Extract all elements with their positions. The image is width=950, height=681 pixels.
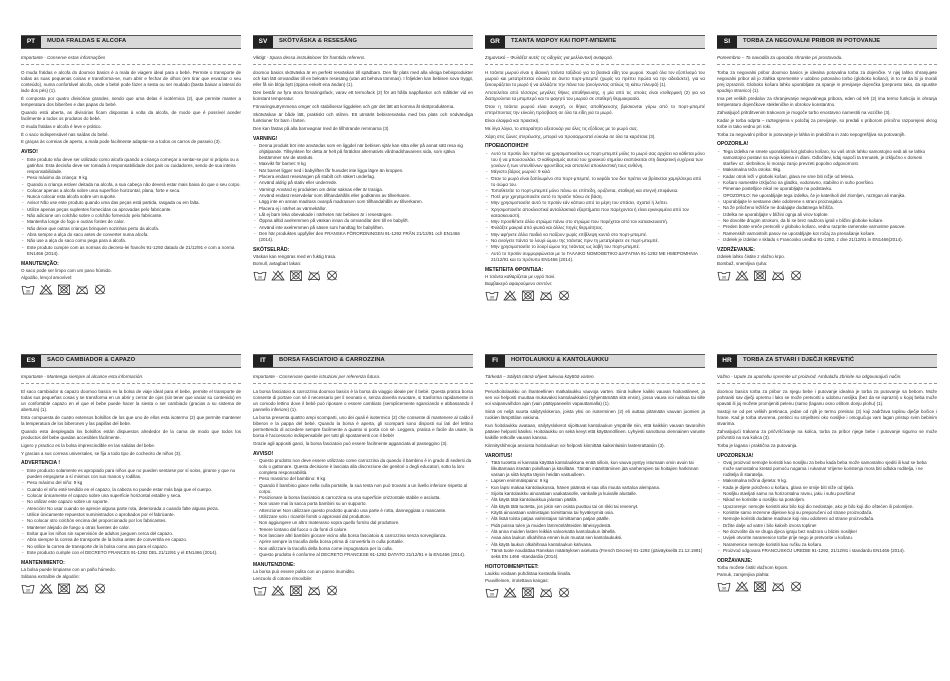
- intro-paragraph: O muda fraldas e alcofa é leve e prático.: [21, 123, 102, 129]
- intro-paragraph: Kun hoitolaukku avataan, säilytyslokerot sijoittuvat kantolaukun ympärille niin, että kaikkiin vauvan tavaroihin pääsee helposti käsiksi. Hoitolaukku on sekä kevyt että käytännöllinen. Lyhyesti sanottuna olennainen varuste kaikille retkoille vauvan kanssa.: [485, 422, 705, 440]
- section-es: [21, 354, 241, 672]
- warning-item: - Non aggiungere un altro materasso sopra quello fornito dal produttore.: [253, 520, 473, 526]
- intro-paragraph: Den består av fyra stora förvaringsfack, varav ett termofack (2) för att hålla nappflaskor och måltider vid en konstant temperatur.: [253, 89, 473, 101]
- warning-item: - Utilice únicamente repuestos suministrados o aprobados por el fabricante.: [21, 512, 241, 518]
- warning-item: - Låt ej barn leka obevakade i närheten när bebisen är i resesängen.: [253, 212, 473, 218]
- wash-30-icon: [253, 270, 267, 281]
- warning-item: - Öppna alltid axelremmen på väskan innan du omvandlar den till en babylift.: [253, 218, 473, 224]
- section-pt: [21, 35, 241, 342]
- section-fi: [485, 354, 705, 672]
- warning-item: - Tenere lontano dal fuoco o da fonti di calore.: [253, 527, 473, 533]
- warning-item: - Μην χρησιμοποιείτε το λουρί ώμου της τσάντας ως λαβή του πορτ-μπεμπέ.: [485, 244, 705, 250]
- intro-paragraph: Sastoji se od pet velikih pretinaca, jedan od njih je termo pretinac (2) koji zadržava toplinu dječje bočice i hrane. Kad je torba otvorena, pretinci su smješteni oko nosiljke i omogućuju vam lagan pristup svim bebinim stvarima.: [717, 408, 937, 426]
- warnings-heading: ADVERTENCIA !: [21, 460, 60, 467]
- intro-paragraph: Ligero y practico es la bolsa imprescindible en las salidas del bebe.: [21, 442, 156, 448]
- maintenance-line: Lenzuolo di cotone rimovibile:: [253, 575, 313, 581]
- intro-paragraph: Zahvaljujući trakama za pričvršćivanje na kolica, torba za pribor njege bebe i putovanje sigurno se može pričvrstiti na sva kolica (3).: [717, 428, 937, 440]
- language-code: SV: [253, 36, 273, 48]
- intro-paragraph: Αποτελείται από τέσσερις μεγάλες θήκες αποθήκευσης, η μία από τις οποίες είναι ισοθερμική (2) για να διατηρούνται τα μπιμπερό και το φαγητό του μωρού σε σταθερή θερμοκρασία.: [485, 89, 705, 101]
- no-iron-icon: [307, 585, 321, 596]
- language-code: PT: [21, 36, 41, 48]
- section-title: ΤΣΑΝΤΑ ΜΩΡΟΥ ΚΑΙ ΠΟΡΤ-ΜΠΕΜΠΕ: [511, 38, 617, 45]
- warning-item: - Uvijek otvorite naramenice torbe prije nego je pretvorite u košaru.: [717, 535, 937, 541]
- warnings-heading: VAROITUS!: [485, 452, 513, 459]
- warning-item: - Upozorenje: nemojte koristiti ako bilo koji dio nedostaje, ako je bilo koji dio oštećen ili polomljen.: [717, 504, 937, 510]
- maintenance-line: Puuvilleinen, irrotettava kangas:: [485, 577, 549, 583]
- intro-paragraph: O muda fraldas e alcofa do doomoo basics é a mala de viagem ideal para o bebé. Permite o transporte de todas as suas pequenas coisas e transforma-se, num abrir e fechar de olhos (em tirar que esvaziar o seu conteúdo), numa confortável alcofa, onde o bebé pode fazer a sesta ou ser mudado (basta baixar a lateral do lado dos pés) (1).: [21, 70, 241, 93]
- section-sv: [253, 35, 473, 342]
- divider: [717, 383, 937, 384]
- warning-item: - Držite dalje od vatre i bilo kakvih izvora topline!: [717, 523, 937, 529]
- maintenance-line: Torbu možete čistiti vlažnom krpom.: [717, 565, 789, 571]
- warnings-heading: AVVISO!: [253, 450, 274, 457]
- no-tumble-dry-icon: [753, 581, 767, 592]
- intro-paragraph: Den kan fästas på alla barnvagnar med de tillhörande remmarna (3): [253, 125, 389, 131]
- no-iron-icon: [75, 284, 89, 295]
- maintenance-line: Laukku voidaan puhdistaa kostealla liinalla.: [485, 571, 572, 577]
- intro-paragraph: Ima pet velikih predalov za shranjevanje negovalnega pribora, eden od teh (2) ima termo funkcijo in ohranja temperaturo dojenčkove stekleničke in obrokov konstantno.: [717, 95, 937, 107]
- language-code: IT: [253, 355, 273, 367]
- warning-item: - Avaa aina laukun olkahihna ennen kuin muutat sen kantolaukuksi.: [485, 535, 705, 541]
- wash-30-icon: [485, 587, 499, 598]
- no-bleach-icon: [271, 270, 285, 281]
- no-dry-clean-icon: [789, 581, 803, 592]
- divider: [485, 64, 705, 65]
- section-header: [485, 35, 705, 49]
- warning-item: - När barnet ligger ned i babyliften får huvudet inte ligga lägre än kroppen.: [253, 168, 473, 174]
- warning-item: - Maksimalna teža otroka: 9kg.: [717, 167, 937, 173]
- maintenance-line: Βαμβακερό αφαιρούμενο σεντόνι:: [485, 280, 553, 286]
- no-tumble-dry-icon: [521, 587, 535, 598]
- section-header: [717, 35, 937, 49]
- wash-30-icon: [717, 270, 731, 281]
- warnings-heading: ΠΡΟΕΙΔΟΠΟΙΗΣΗ!: [485, 143, 529, 150]
- maintenance-line: Bomull, avtagbart lakan:: [253, 260, 302, 266]
- important-note: Σημαντικό – Φυλάξτε αυτές τις οδηγίες για μελλοντική αναφορά.: [485, 55, 614, 60]
- no-dry-clean-icon: [557, 587, 571, 598]
- warning-item: - Este producto solamente es apropiado para niños que no pueden sentarse por sí solos, girarse y que no pueden empujarse a sí mismos con sus manos y rodillas.: [21, 468, 241, 480]
- warning-item: - Colocar únicamente el capazo sobre una superficie horizontal estable y seca.: [21, 493, 241, 499]
- no-tumble-dry-icon: [753, 270, 767, 281]
- warning-item: - Quando il bambino giace nella culla portatile, la sua testa non può trovarsi a un livello inferiore rispetto al corpo.: [253, 483, 473, 495]
- no-bleach-icon: [735, 581, 749, 592]
- warning-item: - Este produto cumpre com as normas do decreto-lei francês 91-1292 datado de 21/12/91 e com a norma EN1466 (2014).: [21, 245, 241, 257]
- section-header: [485, 354, 705, 368]
- warning-item: - Maksimalna težina djeteta: 9 kg.: [717, 478, 937, 484]
- maintenance-heading: MANTENIMIENTO:: [21, 559, 65, 566]
- warning-item: - Nemojte koristiti dodatne madrace koji nisu odobreni od strane proizvođača.: [717, 516, 937, 522]
- warning-item: - Να ανοίγετε πάντα το λουρί ώμου της τσάντας πριν τη μετατρέψετε σε πορτ-μπεμπέ.: [485, 238, 705, 244]
- warning-item: - Não use a alça do saco como pega para a alcofa.: [21, 238, 241, 244]
- warning-item: - Älä käytä tätä tuotetta, jos jokin sen osista puuttuu tai on rikki tai revennyt.: [485, 504, 705, 510]
- no-bleach-icon: [271, 585, 285, 596]
- intro-paragraph: Η τσάντα μωρού είναι η ιδανική τσάντα ταξιδιού για τα βασικά είδη του μωρού. Χωρά όλα τον εξοπλισμό του μωρού και μετατρέπεται εύκολα σε άνετο πορτ-μπεμπέ (χωρίς να πρέπει πρώτα να την αδειάσετε), για να ξεκουράζεται το μωρό ή να αλλάζετε την πάνα του (ανοίγοντας απλώς τη κάτω πλευρά) (1).: [485, 70, 705, 87]
- warning-item: - Evitar que los niños sin supervisión de adultos jueguen cerca del capazo.: [21, 531, 241, 537]
- care-icons: [717, 581, 937, 592]
- maintenance-line: Sábana extraíble de algodón:: [21, 573, 80, 579]
- intro-paragraph: Förvaringsutrymmena omger och stabiliserar liggdelen och gör det lätt att komma åt skötprodukterna.: [253, 103, 455, 109]
- warning-item: - Αυτό το προϊόν συμμορφώνεται με το ΓΑΛΛΙΚΟ ΝΟΜΟΘΕΤΙΚΟ ΔΙΑΤΑΓΜΑ 91-1292 ΜΕ ΗΜΕΡΟΜΗΝΙΑ 21/12/91 και το πρότυπο EN1466 (2014).: [485, 251, 705, 263]
- warnings-list: [253, 458, 473, 558]
- section-hr: [717, 354, 937, 672]
- no-dry-clean-icon: [93, 583, 107, 594]
- warning-item: - Använd inte axelremmen på säsen som handtag för babyliften.: [253, 225, 473, 231]
- warning-item: - Quando a criança estiver deitada na alcofa, a sua cabeça não deverá estar mais baixa do que o seu corpo.: [21, 182, 241, 188]
- warnings-list: [717, 460, 937, 554]
- instruction-sheet: [21, 35, 937, 675]
- warning-item: - Μην προσθέτετε άλλο στρώμα πάνω στο στρώμα που παρέχεται από τον κατασκευαστή.: [485, 219, 705, 225]
- warning-item: - Tämä tuote noudattaa Ranskan määräyksen asetusta (French Decree) 91-1292 (päiväyksellä 21.12.1991) sekä EN 1466 -standardia (2014).: [485, 548, 705, 560]
- language-code: HR: [717, 355, 737, 367]
- warning-item: - Ramenskih varnostnih pasov ne uporabljajte kot ročaj za prenašanje košare.: [717, 231, 937, 237]
- warning-item: - Όταν το μωρό είναι ξαπλωμένο στο πορτ-μπεμπέ, το κεφάλι του δεν πρέπει να βρίσκεται χαμηλότερα από το σώμα του.: [485, 176, 705, 188]
- warning-item: - Nosiljku stavljati samo na horizontalnu ravnu, jaku i suhu površinu!: [717, 491, 937, 497]
- warning-item: - Peso massimo del bambino: 9 kg: [253, 476, 473, 482]
- warning-item: - Ovaj proizvod nemojte koristiti kao nosiljku za bebu kada beba može samostalno sjediti ili kad se beba može samostalno kretati pomoću nogama i rukama! Vrijeme koristenja mora biti odluka roditelja, i ne roditelja ili staratelja.: [717, 460, 937, 478]
- no-dry-clean-icon: [325, 585, 339, 596]
- warning-item: - Peso máximo del niño: 9 kg: [21, 480, 241, 486]
- wash-temperature: 30: [25, 288, 31, 294]
- no-dry-clean-icon: [93, 284, 107, 295]
- section-title: SACO CAMBIADOR & CAPAZO: [47, 357, 136, 364]
- warning-item: - Placera endast resesängen på stabilt och säkert underlag.: [253, 174, 473, 180]
- warning-item: - Ποτέ μην χρησιμοποιείτε αυτό το προϊόν πάνω σε βάση.: [485, 194, 705, 200]
- warning-item: - Questo prodotto non deve essere utilizzato come carrozzina da quando il bambino è in grado di sedersi da solo o gattonare. Questa decisione è lasciata alla discrezione dei genitori o degli educatori, sotto la loro completa responsabilità.: [253, 458, 473, 476]
- warning-item: - No utilice la correa de transporte de la bolsa como asa para el capazo.: [21, 544, 241, 550]
- warnings-list: [485, 151, 705, 263]
- section-title: TORBA ZA NEGOVALNI PRIBOR IN POTOVANJE: [743, 38, 881, 45]
- warnings-heading: AVISO!: [21, 149, 38, 156]
- care-icons: [485, 290, 705, 301]
- important-note: Važno - Upute za upotrebu spremite uz proizvod. Ambalažu zbrinite na odgovarajući način.: [717, 374, 902, 379]
- warning-item: - Älä käytä laukun olkahihnaa kantolaukun kahvana.: [485, 542, 705, 548]
- section-gr: [485, 35, 705, 342]
- divider: [717, 64, 937, 65]
- no-dry-clean-icon: [557, 290, 571, 301]
- warning-item: - Utilize apenas peças suplentes fornecidas ou aprovadas pelo fabricante.: [21, 207, 241, 213]
- intro-paragraph: Siinä on neljä suurta säilytyslokeroa, joista yksi on isoterminen (2) eli auttaa pitämään vauvan juomien ja ruokien lämpötilan vakiona.: [485, 408, 705, 420]
- intro-paragraph: La borsa presenta quattro ampi scomparti, uno dei quali è isotermico (2) che consente di mantenere al caldo il biberon e la pappa del bebè. Quando la borsa è aperta, gli scomparti sono disposti sui lati del lettino permettendo di accedere sempre facilmente a quanto si porta con sé. Leggera, pratica e facile da usare, la borsa è l'accessorio indispensabile per tutti gli spostamenti con il bebè!: [253, 414, 473, 438]
- warning-item: - Kadar otrok leži v globoki košari, glava ne sme biti nižje od telesa.: [717, 174, 937, 180]
- warning-item: - Cuando el niño esté tendido en el capazo, la cabeza no puede estar más baja que el cuerpo.: [21, 487, 241, 493]
- warning-item: - Τοποθετείτε το πορτ-μπεμπέ μόνο πάνω σε επίπεδη, οριζόντια, σταθερή και στεγνή επιφάνεια.: [485, 188, 705, 194]
- no-iron-icon: [539, 587, 553, 598]
- warning-item: - Pidä poissa tulen ja muiden lämmönlähteiden läheisyydestä.: [485, 523, 705, 529]
- intro-paragraph: doomoo basics torba za pribor za njegu bebe i putovanje idealna je torba za putovanje sa bebom. Može pohraniti sav dječji opremu i lako se može pretvoriti u udobnu nosiljku (bez da se isprazni) u kojoj beba može spavati ili joj možete promijeniti pelenu (samo (laganu osno otiltom donju plohu) (1).: [717, 389, 937, 406]
- no-bleach-icon: [39, 583, 53, 594]
- warning-item: - Varning! Använd ej produkten om delar saknas eller är trasiga.: [253, 187, 473, 193]
- warning-item: - Uporabljajte le sestavne dele odobrene s strani proizvajalca.: [717, 199, 937, 205]
- warning-item: - Sijoita kantolaukku ainoastaan vaakatasolle, vankalle ja kuivalle alustalle.: [485, 491, 705, 497]
- maintenance-heading: ΜΕΤΕΠΕΙΤΑ ΦΡΟΝΤΙΔΑ:: [485, 266, 544, 273]
- warning-item: - Non usare mai la sacca porta bambini su un supporto.: [253, 501, 473, 507]
- section-header: [253, 35, 473, 49]
- warning-item: - Posizionare la borsa fasciatoio & carrozzina su una superficie orizzontale stabile e asciutta.: [253, 495, 473, 501]
- warning-item: - Košaro namestite izključno na gladko, vodoravno, stabilno in suho površino.: [717, 180, 937, 186]
- maintenance-heading: HOITOTOIMENPITEET:: [485, 563, 539, 570]
- no-iron-icon: [307, 270, 321, 281]
- warnings-list: [21, 157, 241, 257]
- warning-item: - Non lasciare altri bambini giocare vicino alla borsa fasciatoio & carrozzina senza sorveglianza.: [253, 533, 473, 539]
- care-icons: [21, 583, 241, 594]
- warning-item: - Naramenice nemojte koristiti kao ručku za košaru.: [717, 542, 937, 548]
- warning-item: - Tega izdelka ne smete uporabljati kot globoko košaro, ko vaš otrok lahko samostojno sedi ali se lahko samostojno postavi na svoja kolena in dlani. Odločitev, kdaj napoči ta trenutek, je izključno v domeni staršev oz. skrbnikov, ki morajo zanjo prevzeti popolno odgovornost.: [717, 149, 937, 167]
- intro-paragraph: Torba je lagana i praktična za putovanja.: [717, 442, 798, 448]
- warning-item: - Älä anna muiden lasten leikkiä valvomatta kantolaukun lähellä.: [485, 529, 705, 535]
- no-dry-clean-icon: [789, 270, 803, 281]
- intro-paragraph: Torba za negovalni pribor in potovanje je lahka in praktična in zato nepogrešljiva na potovanjih.: [717, 131, 906, 137]
- warning-item: - Atención! No usar cuando se aprecie alguna parte rota, deteriorada o cuando falte alguna pieza.: [21, 506, 241, 512]
- care-icons: [485, 587, 705, 598]
- intro-paragraph: Esta compuesta de cuatro extensos bolsillos de los que uno de ellos esta isotermo (2) que permite mantener la temperatura de los biberones y las papillas del bebe.: [21, 414, 241, 426]
- important-note: Importante - Conserve estas informações: [21, 55, 106, 60]
- intro-paragraph: Skötväskan är både lätt, praktiskt och stilren. Ett utmärkt bebisresväska med bra plats och nödvändiga funktioner för barn i farten.: [253, 111, 473, 123]
- no-iron-icon: [539, 290, 553, 301]
- divider: [253, 383, 473, 384]
- warning-item: - Proizvod odgovara FRANCUSKOJ UREDBI 91-1292, 21/12/91 i standardu EN1466 (2014).: [717, 548, 937, 554]
- maintenance-heading: MANUTENZIONE:: [253, 561, 295, 568]
- warning-item: - Αυτό το προϊόν δεν πρέπει να χρησιμοποιείται ως πορτ-μπεμπέ μόλις το μωρό σας αρχίσει να κάθεται μόνο του ή να μπουσουλάει. Ο καθορισμός αυτού του χρονικού σημείου εναπόκειται στη διακριτική ευχέρεια των γονέων ή των υπευθύνων φροντίδας και αποτελεί αποκλειστική τους ευθύνη.: [485, 151, 705, 169]
- warning-item: - Denna produkt bör inte användas som en liggdel när bebisen själv kan sitta eller på annat sätt resa sig ohjälpande. Tillsynkten för detta är helt på föräldrar alternativts vårdnadshavarens sida, som själva bestämmer när de utesluts.: [253, 143, 473, 161]
- intro-paragraph: Torba za negovalni pribor doomoo basics je idealna potovalna torba za dojenčke. V njej lahko shranjujete negovalni pribor ali jo zlahka spremenite v udobno potovalno torbo (globoko košaro), in to ne da bi jo morali prej izprazniti. Globoko košaro lahko uporabljate za spanje in previjanje dojenčka (preprosto tako, da spustite spodnjo stranico) (1).: [717, 70, 937, 93]
- wash-temperature: 30: [257, 274, 263, 280]
- warning-item: - Questo prodotto è conforme al DECRETO FRANCESE 91-1292 DATATO 21/12/91 e la EN1466 (2014).: [253, 552, 473, 558]
- no-iron-icon: [771, 270, 785, 281]
- warning-item: - Este producto cumple con el DECRETO FRANCES 91-1292 DEL 21/12/91 y el EN1466 (2014).: [21, 550, 241, 556]
- maintenance-line: Izdelek lahko čistite z vlažno krpo.: [717, 254, 786, 260]
- no-iron-icon: [75, 583, 89, 594]
- wash-temperature: 30: [25, 587, 31, 593]
- section-title: MUDA FRALDAS E ALCOFA: [47, 38, 127, 45]
- intro-paragraph: Perushoitolaukku on ihanteellinen matkalaukku vauvoja varten. Siinä kulkee kaikki vauvan hoitovälineet, ja sen voi helposti muuttaa mukavaksi kantolaukkuksi (tyhjentämättä sitä ensin), jossa vauva voi nukkua tai sille voi vaipanvaihdon ajan (vain päätypaneelin vapauttamalla) (1).: [485, 389, 705, 406]
- maintenance-line: La bolsa puede limpiarse con un paño húmedo.: [21, 567, 116, 573]
- warning-item: - Abra siempre la correa de transporte de la bolsa antes de convertirla en capazo.: [21, 537, 241, 543]
- warning-item: - Använd endast reservdelar som tillhandahålls eller godkänns av tillverkaren.: [253, 193, 473, 199]
- warning-item: - No utilizar este capazo sobre un soporte.: [21, 499, 241, 505]
- divider: [21, 64, 241, 65]
- section-header: [21, 35, 241, 49]
- warning-item: - Abra sempre a alça do saco antes de converter numa alcofa.: [21, 232, 241, 238]
- warning-item: - Placera ej i närhet av värmekällor.: [253, 206, 473, 212]
- warnings-list: [21, 468, 241, 556]
- section-si: [717, 35, 937, 342]
- wash-30-icon: [717, 581, 731, 592]
- intro-paragraph: Είναι ελαφριά και πρακτική.: [485, 117, 540, 123]
- warning-item: - Izdelka ne uporabljajte v bližini ognja ali virov toplote.: [717, 212, 937, 218]
- wash-30-icon: [253, 585, 267, 596]
- intro-paragraph: Με λίγα λόγια, το απαραίτητο αξεσουάρ για όλες τις εξόδους με το μωρό σας.: [485, 125, 638, 131]
- warning-item: - Nunca colocar esta alcofa sobre um suporte.: [21, 194, 241, 200]
- important-note: Importante - Conservare queste istruzioni per referenza futura.: [253, 374, 381, 379]
- warning-item: - Lägg inte en annan madrass ovanpå madrassen som tillhandahålls av tillverkaren.: [253, 199, 473, 205]
- divider: [21, 383, 241, 384]
- intro-paragraph: Quando esta desplegada los bolsillos están dispuestos alrededor de la cama de modo que todos los productos del bebe quedan accesibles fácilmente.: [21, 428, 241, 440]
- language-code: ES: [21, 355, 41, 367]
- section-title: SKÖTVÄSKA & RESESÄNG: [279, 38, 358, 45]
- warning-item: - Μην χρησιμοποιείτε αυτό το προϊόν εάν κάποιο από τα μέρη του σπάσει, σχιστεί ή λείπει.: [485, 200, 705, 206]
- no-bleach-icon: [39, 284, 53, 295]
- no-tumble-dry-icon: [289, 585, 303, 596]
- intro-paragraph: El saco cambiador & capazo doomoo basics es la bolsa de viaje ideal para el bebe, permite el transporte de todas sus pequeñas cosas y se transforma en un abrir y cerrar de ojos (sin tener que vaciar su contenido) en un confortable capazo en el que el bebe puede hacer la siesta o ser cambiado (gracias a su sistema de abertura) (1).: [21, 389, 241, 412]
- warning-item: - Attenzione! Non utilizzare questo prodotto quando una parte è rotta, danneggiata o mancante.: [253, 508, 473, 514]
- wash-temperature: 30: [489, 591, 495, 597]
- warning-item: - Älä lisää toista patjaa valmistajan toimittaman patjan päälle.: [485, 516, 705, 522]
- section-header: [253, 354, 473, 368]
- warning-item: - Peso máximo da criança: 9 kg: [21, 175, 241, 181]
- language-code: GR: [485, 36, 505, 48]
- no-bleach-icon: [503, 587, 517, 598]
- warning-item: - Använd aldrig på stativ eller underrede.: [253, 180, 473, 186]
- warnings-heading: VARNING!: [253, 135, 278, 142]
- warning-item: - Preden boste vreče pretvorili v globoko košaro, vedno razprite ramenske varnostne pasove.: [717, 224, 937, 230]
- maintenance-heading: MANUTENÇÃO:: [21, 260, 59, 267]
- care-icons: [253, 585, 473, 596]
- warning-item: - Älä käytä tätä kantolaukkua jalustan päällä.: [485, 497, 705, 503]
- warning-item: - OPOZORILO: Ne uporabljajte tega izdelka, če je katerikoli del zlomljen, raztrgan ali manjka.: [717, 193, 937, 199]
- intro-paragraph: Όταν η τσάντα μωρού είναι ανοιχτή, οι θήκες αποθήκευσης βρίσκονται γύρω από το πορτ-μπεμπέ επιτρέποντας την εύκολη πρόσβαση σε όλα τα είδη για το μωρό.: [485, 103, 705, 115]
- warning-item: - Pimenae postelljice nikol ne uporabljajte na podstavku.: [717, 186, 937, 192]
- warning-item: - Μην αφήνετε άλλα παιδιά να παίζουν χωρίς επίβλεψη κοντά στο πορτ-μπεμπέ.: [485, 232, 705, 238]
- warning-item: - Mantenha longe do fogo e outras fontes de calor.: [21, 219, 241, 225]
- wash-30-icon: [21, 583, 35, 594]
- warnings-list: [485, 460, 705, 560]
- warning-item: - Koristite samo rezervne dijelove koji su preporučeni od strane proizvođača.: [717, 510, 937, 516]
- no-bleach-icon: [735, 270, 749, 281]
- intro-paragraph: E graças às correias de aperto, a mala pode facilmente adaptar-se a todos os carros de passeio (3).: [21, 139, 221, 145]
- no-tumble-dry-icon: [289, 270, 303, 281]
- intro-paragraph: Quando está aberta, as divisórias ficam dispostas à volta da alcofa, de modo que é possível aceder facilmente a todos os produtos do bebé.: [21, 109, 241, 121]
- divider: [253, 64, 473, 65]
- maintenance-line: La borsa può essere pulita con un panno inumidito.: [253, 569, 356, 575]
- section-header: [21, 354, 241, 368]
- warning-item: - Den här produkten uppfyller den FRANSKA FÖRORDNINGEN 91-1292 FRÅN 21/12/91 och EN1466 (2014).: [253, 231, 473, 243]
- wash-30-icon: [485, 290, 499, 301]
- intro-paragraph: É o saco indispensável nas saídas do bebé.: [21, 131, 109, 137]
- divider: [485, 383, 705, 384]
- warning-item: - Não adicione um colchão sobre o colchão fornecido pelo fabricante.: [21, 213, 241, 219]
- wash-temperature: 30: [489, 293, 495, 299]
- important-note: Importante - Mantenga siempre al alcance esta información.: [21, 374, 144, 379]
- section-title: TORBA ZA STVARI I DJEČJI KREVETIĆ: [743, 357, 855, 364]
- warnings-heading: UPOZORENJA!: [717, 452, 754, 459]
- warning-item: - Kada je dijete položeno u košaru, glava ne smije biti niže od tijela.: [717, 485, 937, 491]
- important-note: Pomembno – Ta navodila za uporabo shranite pri prostovodu.: [717, 55, 843, 60]
- warning-item: - Nikad ne koristite u nosiljku sa postoljem.: [717, 497, 937, 503]
- intro-paragraph: doomoo basics skötväska är en perfekt resväskan till spädbarn. Den får plats med alla viktiga bebisprodukter och kan lätt omvandlas till en bekväm resesäng (utan att behöva tömmas). I följelden kan bebisen sova tryggt, eller få sin blöja bytt (öppna enkelt ena ändan) (1).: [253, 70, 473, 87]
- warnings-list: [717, 149, 937, 243]
- warning-item: - Aviso! Não use este produto quando uma das peças está partida, rasgada ou em falta.: [21, 200, 241, 206]
- maintenance-heading: ODRŽAVANJE:: [717, 557, 753, 564]
- section-it: [253, 354, 473, 672]
- intro-paragraph: Kiinnityshihnoja ansiosta hoitolaukun voi helposti kiinnittää kaikenlaisiin lastenrattaisiin (3).: [485, 442, 665, 448]
- warning-item: - Χρησιμοποιείτε αποκλειστικά ανταλλακτικά εξαρτήματα που παρέχονται ή είναι εγκεκριμένα από τον κατασκευαστή.: [485, 207, 705, 219]
- maintenance-line: Väskan kan rengöras med en fuktig trasa.: [253, 254, 337, 260]
- language-code: FI: [485, 355, 505, 367]
- warning-item: - Na že priloženo ležišče ne dodajajte dodatnega ležišča.: [717, 205, 937, 211]
- language-code: SI: [717, 36, 737, 48]
- warning-item: - Käytä ainoastaan valmistajan toimittamia tai hyväksymiä osia.: [485, 510, 705, 516]
- no-tumble-dry-icon: [521, 290, 535, 301]
- warnings-list: [253, 143, 473, 243]
- warning-item: - Ne dozvolite da se druga djeca igraju bez nadzora u blizini nosiljke!: [717, 529, 937, 535]
- no-tumble-dry-icon: [57, 583, 71, 594]
- intro-paragraph: Y gracias a sus correas universales, se fija a todo tipo de cochecito de niños (3).: [21, 450, 182, 456]
- warning-item: - Tätä tuotetta ei kannata käyttää kantolaukkuna enää silloin, kun vauva pystyy istumaan omin avuin tai liikuttamaan itseään polvillaan ja käsillään. Tämän määrittäminen jää vanhempien tai hoitajien harkinnan varaan ja siitä kaytta täysin heidän vastuulleen.: [485, 460, 705, 478]
- maintenance-line: Η τσάντα καθαρίζεται με υγρό πανί.: [485, 274, 556, 280]
- warning-item: - Colocar apenas a alcofa sobre uma superfície horizontal, plana, forte e seca.: [21, 188, 241, 194]
- warning-item: - Este produto não deve ser utilizado como alcofa quando a criança começar a sentar-se por si própria ou a gatinhar. Esta decisão deve ser tomada à responsabilidade dos pais ou cuidadores, sendo de sua inteira responsabilidade.: [21, 157, 241, 175]
- section-title: HOITOLAUKKU & KANTOLAUKKU: [511, 357, 609, 364]
- maintenance-line: Bombaž, snemljiva rjuha:: [717, 260, 768, 266]
- wash-30-icon: [21, 284, 35, 295]
- important-note: Viktigt - Spara dessa instruktioner för framtida referens.: [253, 55, 366, 60]
- warning-item: - Μέγιστο βάρος μωρού: 9 κιλά: [485, 169, 705, 175]
- wash-temperature: 30: [257, 589, 263, 595]
- warning-item: - Kun lapsi makaa kantolaukussa, hänen päänsä ei saa olla muuta vartaloa alempana.: [485, 485, 705, 491]
- no-dry-clean-icon: [325, 270, 339, 281]
- warning-item: - Mantener alejado de fuego u otras fuentes de calor.: [21, 525, 241, 531]
- warning-item: - Izdelek je izdelan v skladu s Francosko uredbo 91-1292, z dne 21/12/91 in EN1466(2014).: [717, 237, 937, 243]
- wash-temperature: 30: [721, 585, 727, 591]
- warning-item: - Ne dovolite drugim otrokom, da bi se brez nadzora igrali v bližini globoke košare.: [717, 218, 937, 224]
- intro-paragraph: Kadar je torba odprta – raztegnjena v položaj za previjanje, so predali s priborom priročno razporejeni okrog torbe in tako vedno pri roki.: [717, 117, 937, 129]
- warning-item: - Maxvikt för barnet: 9 kg: [253, 161, 473, 167]
- wash-temperature: 30: [721, 274, 727, 280]
- maintenance-line: Pamuk, zamjenjiva plahta:: [717, 571, 770, 577]
- warning-item: - Não deixe que outras crianças brinquem sozinhas perto da alcofa.: [21, 226, 241, 232]
- no-bleach-icon: [503, 290, 517, 301]
- care-icons: [717, 270, 937, 281]
- warnings-heading: OPOZORILA!: [717, 141, 749, 148]
- important-note: Tärkeää – Säilytä nämä ohjeet tulevaa käyttöä varten.: [485, 374, 595, 379]
- intro-paragraph: Grazie agli appositi ganci, la borsa fasciatoio può essere facilmente agganciata al passeggino (3).: [253, 440, 448, 446]
- no-tumble-dry-icon: [57, 284, 71, 295]
- intro-paragraph: É composta por quatro divisórias grandes, sendo que uma delas é isotérmica (2), que permite manter a temperatura dos biberões e das papas do bebé.: [21, 95, 241, 107]
- intro-paragraph: Χάρη στις ζώνες στερέωσης, μπορεί να προσαρμοστεί εύκολα σε όλα τα καρότσια (3).: [485, 133, 656, 139]
- warning-item: - No colocar otro colchón encima del proporcionado por los fabricantes.: [21, 518, 241, 524]
- care-icons: [253, 270, 473, 281]
- warning-item: - Utilizzare solo i ricambi forniti o approvati dal produttore.: [253, 514, 473, 520]
- intro-paragraph: La borsa fasciatoio & carrozzina doomoo basics è la borsa da viaggio ideale per il bebè. Questa pratica borsa consente di portare con sé il necessario per il neonato e, senza doverla svuotare, si trasforma rapidamente in un comodo lettino dove il bebè può riposare o essere cambiato (semplicemente sganciando e abbassando il pannello inferiore) (1).: [253, 389, 473, 412]
- intro-paragraph: Zahvaljujoč pritrditvenim trakovom je mogoče torbo enostavno namestiti na vozičke (3).: [717, 109, 891, 115]
- warning-item: - Lapsen enimmäispaino: 9 kg: [485, 478, 705, 484]
- maintenance-line: O saco pode ser limpo com um pano húmido.: [21, 268, 112, 274]
- maintenance-heading: VZDRŽEVANJE:: [717, 246, 755, 253]
- maintenance-line: Algodão, lençol amovível:: [21, 274, 73, 280]
- care-icons: [21, 284, 241, 295]
- section-title: BORSA FASCIATOIO & CARROZZINA: [279, 357, 385, 364]
- no-iron-icon: [771, 581, 785, 592]
- section-header: [717, 354, 937, 368]
- maintenance-heading: SKÖTSELRÅD:: [253, 246, 290, 253]
- warning-item: - Φυλάξτε μακριά από φωτιά και άλλες πηγές θερμότητας.: [485, 225, 705, 231]
- warning-item: - Non utilizzare la tracolla della borsa come impugnatura per la culla.: [253, 546, 473, 552]
- warning-item: - Aprire sempre la tracolla della borsa prima di convertirla in culla portatile.: [253, 539, 473, 545]
